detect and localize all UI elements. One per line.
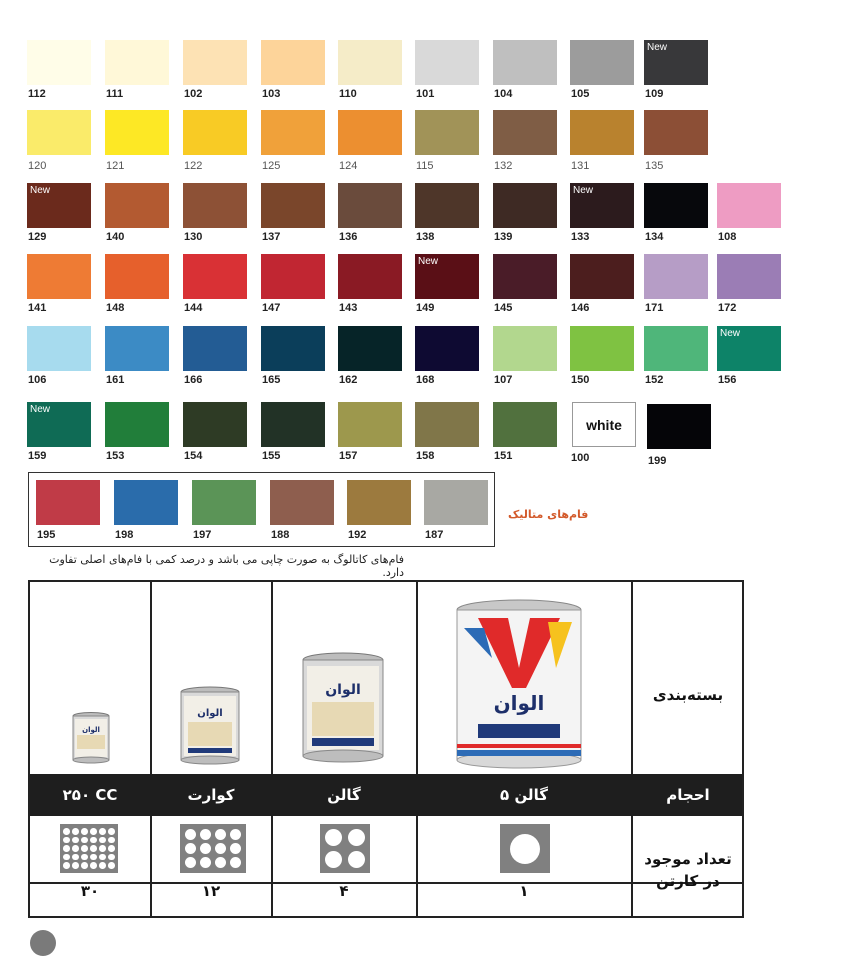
metallic-code-192: 192 bbox=[348, 529, 367, 541]
swatch-102 bbox=[183, 40, 247, 85]
carton-hole-30 bbox=[108, 845, 115, 852]
swatch-code-161: 161 bbox=[106, 374, 125, 386]
swatch-165 bbox=[261, 326, 325, 371]
swatch-156 bbox=[717, 326, 781, 371]
swatch-162 bbox=[338, 326, 402, 371]
carton-hole-30 bbox=[81, 854, 88, 861]
swatch-code-130: 130 bbox=[184, 231, 203, 243]
swatch-136 bbox=[338, 183, 402, 228]
swatch-code-155: 155 bbox=[262, 450, 281, 462]
row-label-count-line1: تعداد موجود bbox=[644, 850, 732, 868]
swatch-white-label: white bbox=[586, 416, 622, 433]
swatch-143 bbox=[338, 254, 402, 299]
swatch-129 bbox=[27, 183, 91, 228]
swatch-code-172: 172 bbox=[718, 302, 737, 314]
carton-hole-1 bbox=[510, 834, 540, 864]
swatch-105 bbox=[570, 40, 634, 85]
swatch-153 bbox=[105, 402, 169, 447]
carton-hole-30 bbox=[63, 828, 70, 835]
carton-hole-30 bbox=[72, 854, 79, 861]
swatch-161 bbox=[105, 326, 169, 371]
carton-hole-30 bbox=[108, 854, 115, 861]
paint-can-quart-icon bbox=[179, 686, 241, 766]
new-badge: New bbox=[647, 42, 668, 53]
swatch-code-115: 115 bbox=[416, 160, 434, 172]
carton-hole-30 bbox=[90, 837, 97, 844]
carton-hole-30 bbox=[108, 828, 115, 835]
swatch-133 bbox=[570, 183, 634, 228]
metallic-swatch-188 bbox=[270, 480, 334, 525]
count-quart: ۱۲ bbox=[201, 882, 221, 900]
metallic-swatch-187 bbox=[424, 480, 488, 525]
swatch-124 bbox=[338, 110, 402, 155]
size-gallon: گالن bbox=[327, 786, 361, 804]
carton-hole-30 bbox=[72, 837, 79, 844]
metallic-code-198: 198 bbox=[115, 529, 134, 541]
swatch-159 bbox=[27, 402, 91, 447]
carton-hole-30 bbox=[72, 828, 79, 835]
swatch-112 bbox=[27, 40, 91, 85]
carton-hole-30 bbox=[99, 828, 106, 835]
carton-hole-30 bbox=[108, 837, 115, 844]
metallic-swatch-192 bbox=[347, 480, 411, 525]
swatch-code-144: 144 bbox=[184, 302, 203, 314]
swatch-code-149: 149 bbox=[416, 302, 435, 314]
swatch-code-150: 150 bbox=[571, 374, 590, 386]
carton-hole-12 bbox=[185, 829, 196, 840]
carton-hole-30 bbox=[99, 837, 106, 844]
swatch-code-137: 137 bbox=[262, 231, 281, 243]
swatch-141 bbox=[27, 254, 91, 299]
swatch-157 bbox=[338, 402, 402, 447]
swatch-151 bbox=[493, 402, 557, 447]
metallic-label: فام‌های متالیک bbox=[508, 508, 589, 521]
carton-hole-30 bbox=[63, 845, 70, 852]
carton-hole-12 bbox=[215, 843, 226, 854]
swatch-108 bbox=[717, 183, 781, 228]
carton-hole-30 bbox=[81, 828, 88, 835]
paint-bucket-5-gallon-icon bbox=[448, 598, 590, 770]
metallic-code-195: 195 bbox=[37, 529, 56, 541]
swatch-code-136: 136 bbox=[339, 231, 358, 243]
swatch-code-138: 138 bbox=[416, 231, 435, 243]
carton-hole-30 bbox=[99, 854, 106, 861]
swatch-code-101: 101 bbox=[416, 88, 435, 100]
metallic-swatch-195 bbox=[36, 480, 100, 525]
swatch-code-104: 104 bbox=[494, 88, 513, 100]
paint-can-gallon-icon bbox=[300, 652, 386, 764]
carton-hole-12 bbox=[185, 843, 196, 854]
brand-logo-gallon: الوان bbox=[325, 682, 361, 698]
swatch-121 bbox=[105, 110, 169, 155]
carton-hole-12 bbox=[215, 829, 226, 840]
swatch-158 bbox=[415, 402, 479, 447]
brand-logo-250cc: الوان bbox=[82, 726, 100, 734]
swatch-code-120: 120 bbox=[28, 160, 47, 172]
swatch-155 bbox=[261, 402, 325, 447]
swatch-145 bbox=[493, 254, 557, 299]
page-indicator-dot bbox=[30, 930, 56, 956]
swatch-code-199: 199 bbox=[648, 455, 667, 467]
swatch-code-168: 168 bbox=[416, 374, 435, 386]
swatch-code-151: 151 bbox=[494, 450, 513, 462]
carton-hole-12 bbox=[200, 843, 211, 854]
swatch-code-147: 147 bbox=[262, 302, 281, 314]
swatch-code-159: 159 bbox=[28, 450, 47, 462]
swatch-code-107: 107 bbox=[494, 374, 513, 386]
swatch-code-154: 154 bbox=[184, 450, 203, 462]
swatch-code-111: 111 bbox=[106, 88, 124, 100]
swatch-150 bbox=[570, 326, 634, 371]
swatch-168 bbox=[415, 326, 479, 371]
swatch-172 bbox=[717, 254, 781, 299]
swatch-144 bbox=[183, 254, 247, 299]
carton-hole-30 bbox=[81, 845, 88, 852]
carton-hole-30 bbox=[108, 862, 115, 869]
swatch-code-132: 132 bbox=[494, 160, 513, 172]
swatch-134 bbox=[644, 183, 708, 228]
swatch-code-166: 166 bbox=[184, 374, 203, 386]
carton-hole-30 bbox=[63, 837, 70, 844]
swatch-199 bbox=[647, 404, 711, 449]
swatch-152 bbox=[644, 326, 708, 371]
new-badge: New bbox=[30, 185, 51, 196]
carton-hole-30 bbox=[90, 828, 97, 835]
swatch-166 bbox=[183, 326, 247, 371]
swatch-code-125: 125 bbox=[262, 160, 281, 172]
swatch-100 bbox=[572, 402, 636, 447]
swatch-code-122: 122 bbox=[184, 160, 203, 172]
swatch-147 bbox=[261, 254, 325, 299]
size-5-gallon: ۵ گالن bbox=[500, 786, 548, 804]
count-gallon: ۴ bbox=[339, 882, 349, 900]
swatch-code-100: 100 bbox=[571, 452, 590, 464]
swatch-130 bbox=[183, 183, 247, 228]
metallic-swatch-198 bbox=[114, 480, 178, 525]
row-label-count bbox=[632, 848, 744, 892]
carton-hole-4 bbox=[348, 829, 365, 846]
carton-hole-30 bbox=[90, 845, 97, 852]
swatch-code-110: 110 bbox=[339, 88, 357, 100]
swatch-code-143: 143 bbox=[339, 302, 358, 314]
swatch-code-108: 108 bbox=[718, 231, 737, 243]
row-label-packaging: بسته‌بندی bbox=[652, 686, 724, 704]
new-badge: New bbox=[573, 185, 594, 196]
swatch-code-165: 165 bbox=[262, 374, 281, 386]
swatch-109 bbox=[644, 40, 708, 85]
brand-logo-quart: الوان bbox=[197, 708, 223, 719]
carton-hole-12 bbox=[230, 843, 241, 854]
swatch-code-162: 162 bbox=[339, 374, 358, 386]
carton-hole-30 bbox=[72, 845, 79, 852]
swatch-code-134: 134 bbox=[645, 231, 664, 243]
new-badge: New bbox=[30, 404, 51, 415]
paint-can-250cc-icon bbox=[71, 712, 111, 764]
swatch-125 bbox=[261, 110, 325, 155]
swatch-code-121: 121 bbox=[106, 160, 125, 172]
swatch-code-112: 112 bbox=[28, 88, 46, 100]
swatch-140 bbox=[105, 183, 169, 228]
swatch-107 bbox=[493, 326, 557, 371]
carton-hole-30 bbox=[90, 862, 97, 869]
swatch-code-109: 109 bbox=[645, 88, 664, 100]
swatch-148 bbox=[105, 254, 169, 299]
row-label-volumes: احجام bbox=[666, 786, 710, 804]
swatch-138 bbox=[415, 183, 479, 228]
carton-hole-30 bbox=[72, 862, 79, 869]
swatch-code-124: 124 bbox=[339, 160, 358, 172]
swatch-code-106: 106 bbox=[28, 374, 47, 386]
swatch-code-139: 139 bbox=[494, 231, 513, 243]
swatch-code-158: 158 bbox=[416, 450, 435, 462]
swatch-104 bbox=[493, 40, 557, 85]
count-5-gallon: ۱ bbox=[519, 882, 529, 900]
carton-hole-12 bbox=[230, 829, 241, 840]
swatch-code-171: 171 bbox=[645, 302, 664, 314]
packaging-table bbox=[28, 580, 744, 918]
swatch-139 bbox=[493, 183, 557, 228]
new-badge: New bbox=[418, 256, 439, 267]
swatch-code-133: 133 bbox=[571, 231, 590, 243]
carton-hole-30 bbox=[81, 837, 88, 844]
carton-hole-30 bbox=[81, 862, 88, 869]
swatch-122 bbox=[183, 110, 247, 155]
carton-hole-30 bbox=[90, 854, 97, 861]
swatch-code-141: 141 bbox=[28, 302, 47, 314]
swatch-101 bbox=[415, 40, 479, 85]
metallic-code-187: 187 bbox=[425, 529, 444, 541]
carton-hole-30 bbox=[99, 862, 106, 869]
swatch-110 bbox=[338, 40, 402, 85]
swatch-111 bbox=[105, 40, 169, 85]
new-badge: New bbox=[720, 328, 741, 339]
catalog-note: فام‌های کاتالوگ به صورت چاپی می باشد و درصد کمی با فام‌های اصلی تفاوت دارد. bbox=[49, 553, 404, 579]
swatch-code-129: 129 bbox=[28, 231, 47, 243]
swatch-code-102: 102 bbox=[184, 88, 203, 100]
swatch-code-145: 145 bbox=[494, 302, 513, 314]
swatch-137 bbox=[261, 183, 325, 228]
size-250cc: ۲۵۰ CC bbox=[62, 786, 118, 804]
metallic-code-197: 197 bbox=[193, 529, 212, 541]
carton-hole-12 bbox=[200, 829, 211, 840]
swatch-146 bbox=[570, 254, 634, 299]
swatch-106 bbox=[27, 326, 91, 371]
swatch-code-105: 105 bbox=[571, 88, 590, 100]
carton-hole-30 bbox=[99, 845, 106, 852]
swatch-154 bbox=[183, 402, 247, 447]
swatch-code-148: 148 bbox=[106, 302, 125, 314]
brand-logo-large: الوان bbox=[493, 691, 545, 715]
swatch-code-131: 131 bbox=[571, 160, 590, 172]
carton-hole-30 bbox=[63, 854, 70, 861]
swatch-132 bbox=[493, 110, 557, 155]
swatch-code-146: 146 bbox=[571, 302, 590, 314]
swatch-code-140: 140 bbox=[106, 231, 125, 243]
carton-hole-4 bbox=[325, 829, 342, 846]
swatch-135 bbox=[644, 110, 708, 155]
swatch-120 bbox=[27, 110, 91, 155]
swatch-code-157: 157 bbox=[339, 450, 358, 462]
size-quart: کوارت bbox=[187, 786, 235, 804]
swatch-131 bbox=[570, 110, 634, 155]
metallic-code-188: 188 bbox=[271, 529, 290, 541]
swatch-code-153: 153 bbox=[106, 450, 125, 462]
count-250cc: ۳۰ bbox=[80, 882, 100, 900]
swatch-code-135: 135 bbox=[645, 160, 664, 172]
swatch-149 bbox=[415, 254, 479, 299]
swatch-code-156: 156 bbox=[718, 374, 737, 386]
swatch-103 bbox=[261, 40, 325, 85]
swatch-code-152: 152 bbox=[645, 374, 664, 386]
carton-hole-30 bbox=[63, 862, 70, 869]
swatch-code-103: 103 bbox=[262, 88, 281, 100]
row-label-count-line2: در کارتن bbox=[656, 872, 720, 890]
swatch-171 bbox=[644, 254, 708, 299]
swatch-115 bbox=[415, 110, 479, 155]
metallic-swatch-197 bbox=[192, 480, 256, 525]
